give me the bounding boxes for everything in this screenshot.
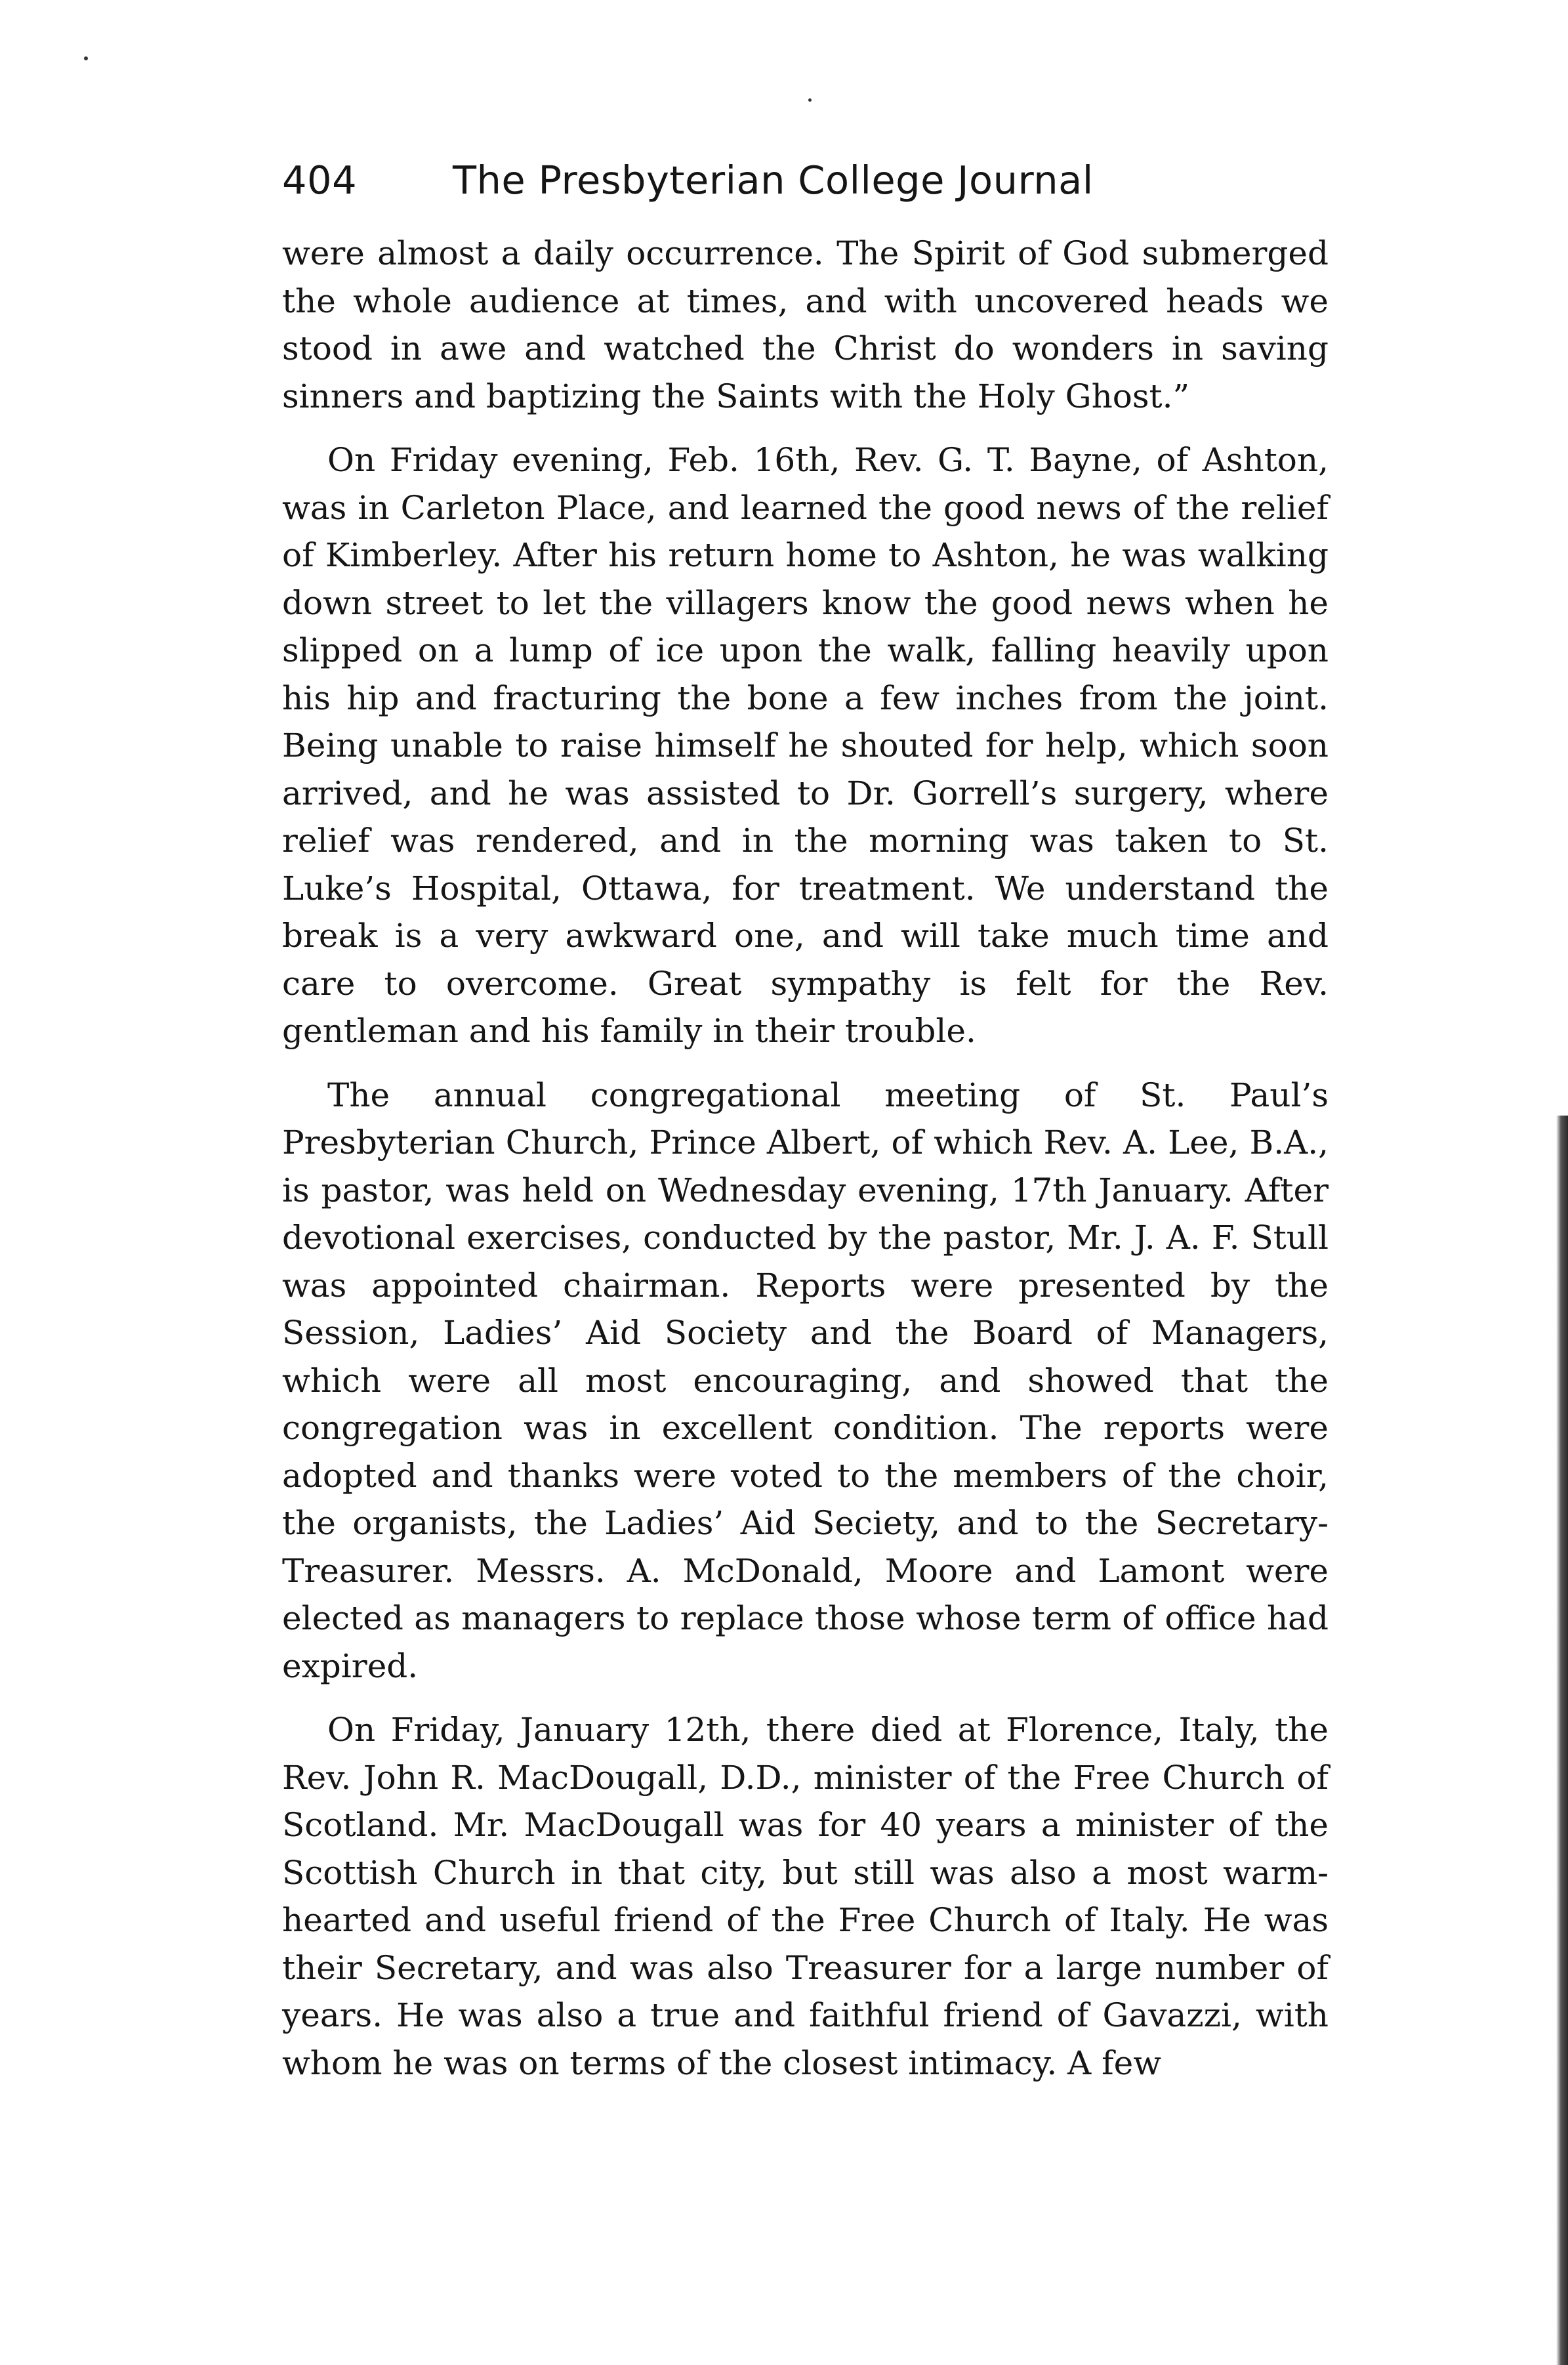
print-speck <box>84 56 88 60</box>
running-title: The Presbyterian College Journal <box>453 157 1094 203</box>
paragraph-continuation: were almost a daily occurrence. The Spirit of God submerged the whole audience at times, and with uncovered heads we stood in awe and watched the Christ do wonders in saving sinners and baptizing the Saints with the Holy Ghost.” <box>282 234 1329 415</box>
paragraph-macdougall-obituary: On Friday, January 12th, there died at Florence, Italy, the Rev. John R. MacDougall, D.D., minister of the Free Church of Scotland. Mr. MacDougall was for 40 years a minister of the Scottish Church in that city, but still was also a most warm-hearted and useful friend of the Free Church of Italy. He was their Secretary, and was also Treasurer for a large number of years. He was also a true and faithful friend of Gavazzi, with whom he was on terms of the closest intimacy. A few <box>282 1711 1329 2082</box>
running-header <box>282 157 1329 230</box>
paragraph-st-pauls-meeting: The annual congregational meeting of St. Paul’s Presbyterian Church, Prince Albert, of which Rev. A. Lee, B.A., is pastor, was held on Wednesday evening, 17th January. After devotional exercises, conducted by the pastor, Mr. J. A. F. Stull was appointed chairman. Reports were presented by the Session, Ladies’ Aid Society and the Board of Managers, which were all most encouraging, and showed that the congregation was in excellent condition. The reports were adopted and thanks were voted to the members of the choir, the organists, the Ladies’ Aid Seciety, and to the Secretary-Treasurer. Messrs. A. McDonald, Moore and Lamont were elected as managers to replace those whose term of office had expired. <box>282 1076 1329 1685</box>
page-number: 404 <box>282 157 358 203</box>
paragraph-bayne-accident: On Friday evening, Feb. 16th, Rev. G. T. Bayne, of Ashton, was in Carleton Place, and learned the good news of the relief of Kimberley. After his return home to Ashton, he was walking down street to let the villagers know the good news when he slipped on a lump of ice upon the walk, falling heavily upon his hip and fracturing the bone a few inches from the joint. Being unable to raise himself he shouted for help, which soon arrived, and he was assisted to Dr. Gorrell’s surgery, where relief was rendered, and in the morning was taken to St. Luke’s Hospital, Ottawa, for treatment. We understand the break is a very awkward one, and will take much time and care to overcome. Great sympathy is felt for the Rev. gentleman and his family in their trouble. <box>282 441 1329 1050</box>
book-page <box>282 144 1329 2087</box>
page-binding-edge <box>1556 1116 1568 2365</box>
print-speck <box>808 98 812 102</box>
body-text <box>282 230 1329 2087</box>
